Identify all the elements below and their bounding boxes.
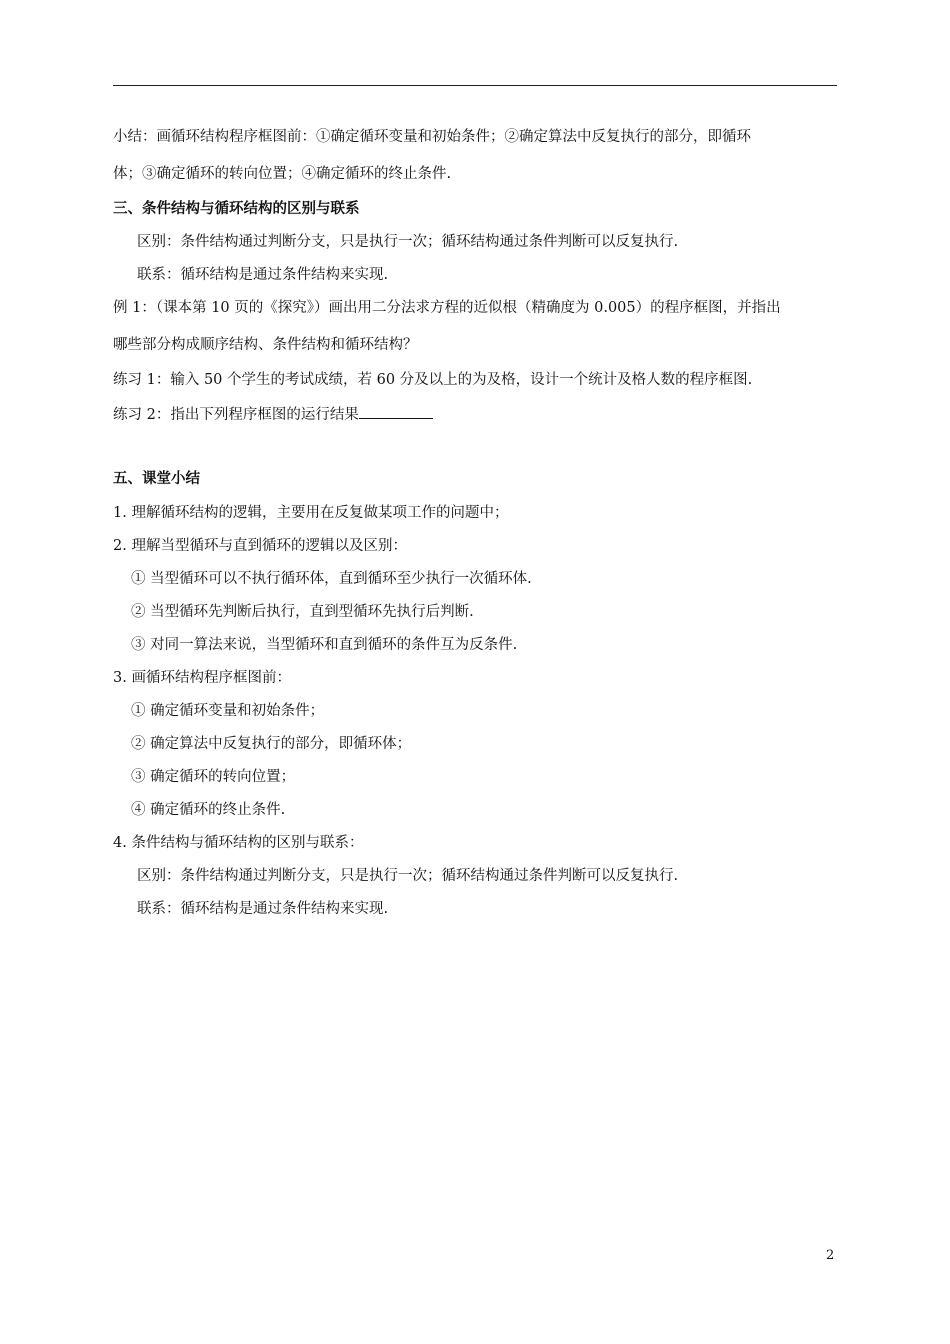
summary-item-3-sub-4: ④ 确定循环的终止条件. <box>131 802 286 818</box>
difference-text: 区别：条件结构通过判断分支，只是执行一次；循环结构通过条件判断可以反复执行. <box>137 234 679 250</box>
section-heading-5: 五、课堂小结 <box>113 470 200 487</box>
summary-item-2-sub-2: ② 当型循环先判断后执行，直到型循环先执行后判断. <box>131 604 474 620</box>
answer-blank <box>359 403 433 419</box>
summary-item-1: 1. 理解循环结构的逻辑，主要用在反复做某项工作的问题中； <box>113 505 509 521</box>
summary-line-2: 体；③确定循环的转向位置；④确定循环的终止条件. <box>113 166 452 182</box>
section-heading-3: 三、条件结构与循环结构的区别与联系 <box>113 200 360 217</box>
header-rule <box>113 85 837 86</box>
exercise-2 <box>113 403 853 425</box>
summary-line-1: 小结：画循环结构程序框图前：①确定循环变量和初始条件；②确定算法中反复执行的部分，即循环 <box>113 129 751 145</box>
summary-item-3-sub-1: ① 确定循环变量和初始条件； <box>131 703 325 719</box>
summary-item-4-relation: 联系：循环结构是通过条件结构来实现. <box>137 901 389 917</box>
exercise-2-text: 练习 2：指出下列程序框图的运行结果 <box>113 407 359 423</box>
page-number: 2 <box>826 1248 835 1263</box>
summary-item-4: 4. 条件结构与循环结构的区别与联系： <box>113 835 364 851</box>
relation-text: 联系：循环结构是通过条件结构来实现. <box>137 267 389 283</box>
summary-item-3-sub-3: ③ 确定循环的转向位置； <box>131 769 296 785</box>
exercise-1: 练习 1：输入 50 个学生的考试成绩，若 60 分及以上的为及格，设计一个统计及格人数的程序框图. <box>113 372 753 388</box>
example-1-line-2: 哪些部分构成顺序结构、条件结构和循环结构？ <box>113 337 418 353</box>
summary-item-4-difference: 区别：条件结构通过判断分支，只是执行一次；循环结构通过条件判断可以反复执行. <box>137 868 679 884</box>
summary-item-3: 3. 画循环结构程序框图前： <box>113 670 291 686</box>
summary-item-3-sub-2: ② 确定算法中反复执行的部分，即循环体； <box>131 736 412 752</box>
example-1-line-1: 例 1：（课本第 10 页的《探究》）画出用二分法求方程的近似根（精确度为 0.005）的程序框图，并指出 <box>113 300 781 316</box>
summary-item-2: 2. 理解当型循环与直到循环的逻辑以及区别： <box>113 538 407 554</box>
summary-item-2-sub-1: ① 当型循环可以不执行循环体，直到循环至少执行一次循环体. <box>131 571 532 587</box>
summary-item-2-sub-3: ③ 对同一算法来说，当型循环和直到循环的条件互为反条件. <box>131 637 518 653</box>
